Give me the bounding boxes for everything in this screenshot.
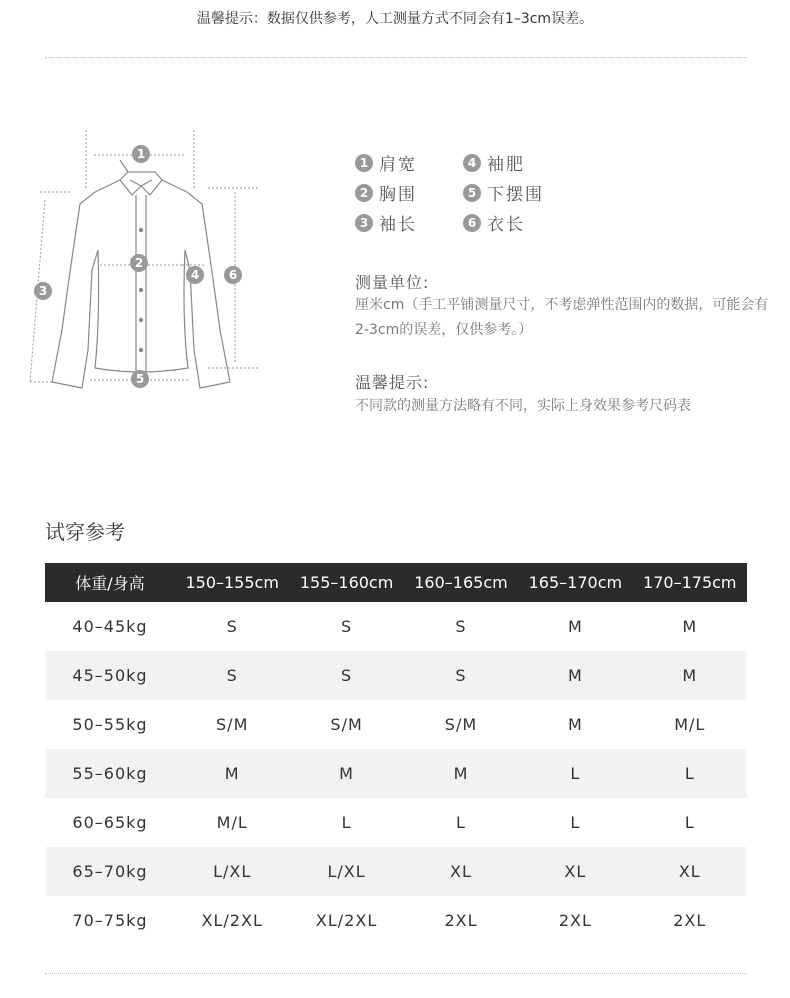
table-row [45,847,747,896]
number-6-icon: 6 [463,214,481,232]
size-cell: 2XL [404,896,518,945]
size-cell: XL [404,847,518,896]
legend-item [355,210,417,235]
top-notice: 温馨提示：数据仅供参考，人工测量方式不同会有1–3cm误差。 [196,11,594,27]
size-cell: L [633,749,747,798]
size-cell: XL [633,847,747,896]
size-cell: S [175,651,289,700]
table-row [45,896,747,945]
weight-cell: 45–50kg [45,651,175,700]
size-cell: 2XL [518,896,632,945]
size-reference-table [45,563,747,945]
legend-item [463,210,525,235]
table-row [45,602,747,651]
legend-item [463,180,544,205]
header-cell: 165–170cm [518,563,632,602]
section-title: 试穿参考 [45,520,125,544]
unit-title: 测量单位: [355,273,430,292]
size-cell: L/XL [175,847,289,896]
size-cell: 2XL [633,896,747,945]
size-cell: M [633,602,747,651]
table-header-row [45,563,747,602]
table-row [45,651,747,700]
header-cell: 体重/身高 [45,563,175,602]
header-cell: 150–155cm [175,563,289,602]
size-cell: XL/2XL [289,896,403,945]
size-cell: S [404,651,518,700]
number-1-icon: 1 [355,154,373,172]
marker-2-icon: 2 [130,254,148,272]
size-cell: M/L [633,700,747,749]
number-5-icon: 5 [463,184,481,202]
weight-cell: 60–65kg [45,798,175,847]
number-3-icon: 3 [355,214,373,232]
dotted-divider [45,973,747,974]
legend-item [463,150,525,175]
marker-5-icon: 5 [131,370,149,388]
legend-label: 下摆围 [487,185,544,205]
size-cell: L [518,749,632,798]
marker-3-icon: 3 [34,282,52,300]
table-row [45,749,747,798]
size-cell: S/M [175,700,289,749]
tip-title: 温馨提示: [355,373,430,392]
size-cell: S [289,651,403,700]
number-4-icon: 4 [463,154,481,172]
size-cell: M [175,749,289,798]
size-cell: S [289,602,403,651]
legend-label: 胸围 [379,185,417,205]
header-cell: 160–165cm [404,563,518,602]
size-cell: XL/2XL [175,896,289,945]
size-cell: M [289,749,403,798]
unit-text: 厘米cm（手工平铺测量尺寸，不考虑弹性范围内的数据，可能会有2-3cm的误差，仅供参考。） [355,297,769,338]
size-cell: M [518,700,632,749]
tip-text: 不同款的测量方法略有不同，实际上身效果参考尺码表 [355,398,691,414]
marker-6-icon: 6 [224,266,242,284]
weight-cell: 55–60kg [45,749,175,798]
size-cell: XL [518,847,632,896]
legend-item [355,180,417,205]
size-cell: M [404,749,518,798]
size-cell: S/M [289,700,403,749]
header-cell: 155–160cm [289,563,403,602]
size-cell: L/XL [289,847,403,896]
legend-label: 袖长 [379,215,417,235]
table-row [45,798,747,847]
size-cell: S [404,602,518,651]
size-cell: M [518,602,632,651]
size-cell: M [633,651,747,700]
size-cell: M/L [175,798,289,847]
legend-label: 肩宽 [379,155,417,175]
size-cell: L [289,798,403,847]
size-cell: L [633,798,747,847]
legend-item [355,150,417,175]
header-cell: 170–175cm [633,563,747,602]
size-cell: L [518,798,632,847]
number-2-icon: 2 [355,184,373,202]
weight-cell: 70–75kg [45,896,175,945]
marker-1-icon: 1 [132,145,150,163]
legend-label: 衣长 [487,215,525,235]
size-cell: S/M [404,700,518,749]
size-cell: S [175,602,289,651]
table-row [45,700,747,749]
marker-4-icon: 4 [186,266,204,284]
weight-cell: 65–70kg [45,847,175,896]
dotted-divider [45,57,747,58]
weight-cell: 50–55kg [45,700,175,749]
legend-label: 袖肥 [487,155,525,175]
size-cell: L [404,798,518,847]
size-cell: M [518,651,632,700]
weight-cell: 40–45kg [45,602,175,651]
shirt-measurement-diagram [10,120,270,410]
